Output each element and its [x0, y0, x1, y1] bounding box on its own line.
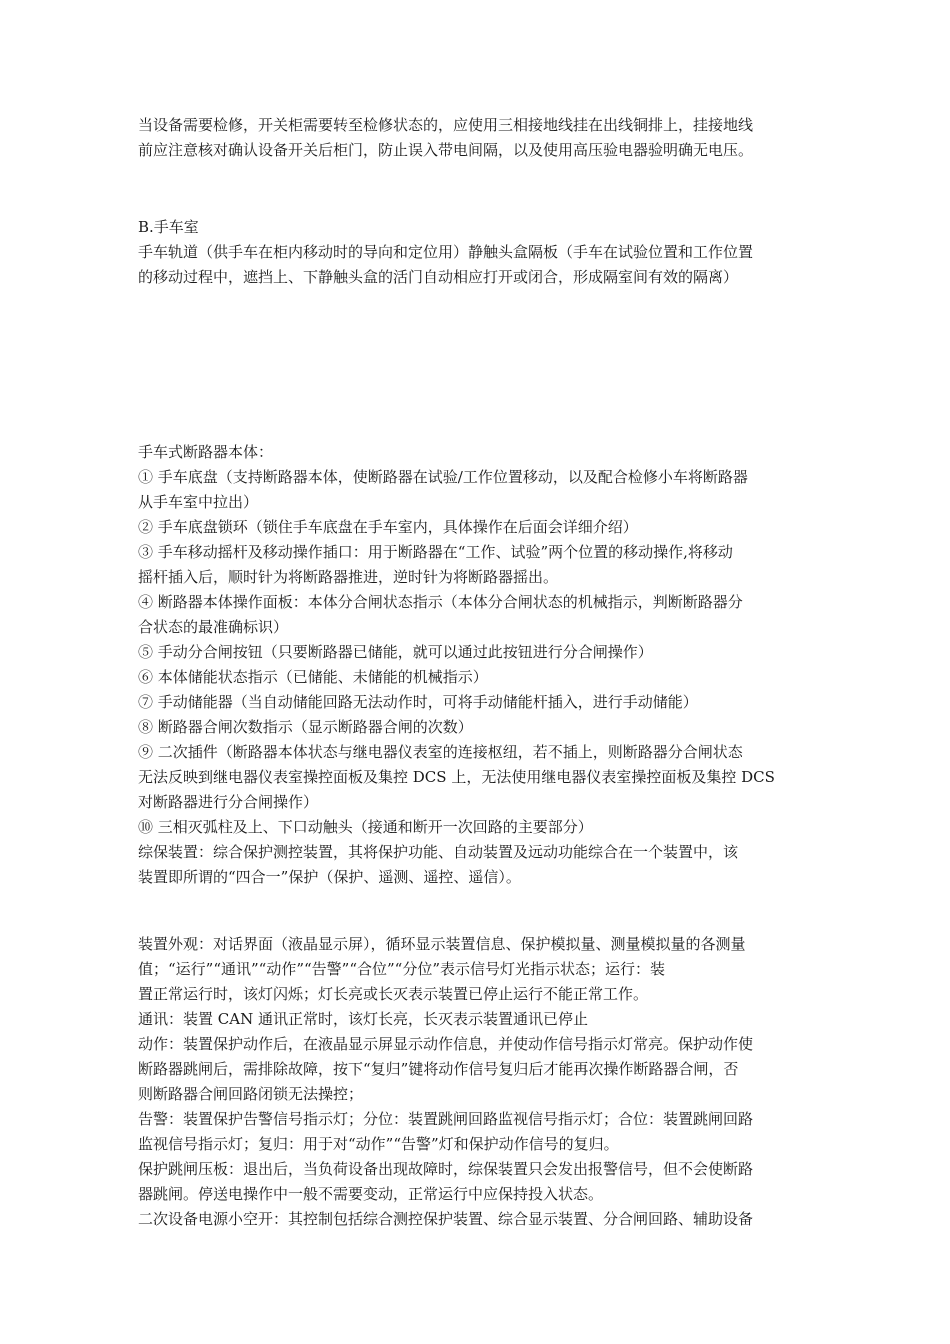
text-line: 前应注意核对确认设备开关后柜门，防止误入带电间隔，以及使用高压验电器验明确无电压。 — [138, 141, 754, 159]
text-line: 合状态的最准确标识） — [138, 618, 289, 636]
text-line: 装置外观：对话界面（液晶显示屏），循环显示装置信息、保护模拟量、测量模拟量的各测量 — [138, 935, 746, 953]
text-line: 从手车室中拉出） — [138, 493, 259, 511]
list-item: ① 手车底盘（支持断路器本体，使断路器在试验/工作位置移动，以及配合检修小车将断路器 — [138, 468, 748, 486]
list-item: ⑧ 断路器合闸次数指示（显示断路器合闸的次数） — [138, 718, 473, 736]
text-line: 监视信号指示灯；复归：用于对“动作”“告警”灯和保护动作信号的复归。 — [138, 1135, 619, 1153]
text-line: 保护跳闸压板：退出后，当负荷设备出现故障时，综保装置只会发出报警信号，但不会使断路 — [138, 1160, 754, 1178]
list-item: ② 手车底盘锁环（锁住手车底盘在手车室内，具体操作在后面会详细介绍） — [138, 518, 638, 536]
list-item: ④ 断路器本体操作面板：本体分合闸状态指示（本体分合闸状态的机械指示，判断断路器分 — [138, 593, 743, 611]
list-item: ⑤ 手动分合闸按钮（只要断路器已储能，就可以通过此按钮进行分合闸操作） — [138, 643, 653, 661]
text-line: 对断路器进行分合闸操作） — [138, 793, 319, 811]
list-item: ⑨ 二次插件（断路器本体状态与继电器仪表室的连接枢纽，若不插上，则断路器分合闸状态 — [138, 743, 743, 761]
paragraph-grounding — [138, 113, 838, 163]
text-line: 则断路器合闸回路闭锁无法操控； — [138, 1085, 364, 1103]
text-line: 无法反映到继电器仪表室操控面板及集控 DCS 上，无法使用继电器仪表室操控面板及集控 DCS — [138, 768, 775, 786]
section-trolley-room — [138, 215, 838, 290]
text-line: 告警：装置保护告警信号指示灯；分位：装置跳闸回路监视信号指示灯；合位：装置跳闸回路 — [138, 1110, 754, 1128]
text-line: 器跳闸。停送电操作中一般不需要变动，正常运行中应保持投入状态。 — [138, 1185, 604, 1203]
text-line: 装置即所谓的“四合一”保护（保护、遥测、遥控、遥信）。 — [138, 868, 521, 886]
text-line: 动作：装置保护动作后，在液晶显示屏显示动作信息，并使动作信号指示灯常亮。保护动作使 — [138, 1035, 754, 1053]
section-heading: B.手车室 — [138, 218, 199, 236]
list-item: ⑥ 本体储能状态指示（已储能、未储能的机械指示） — [138, 668, 488, 686]
text-line: 摇杆插入后，顺时针为将断路器推进，逆时针为将断路器摇出。 — [138, 568, 559, 586]
text-line: 二次设备电源小空开：其控制包括综合测控保护装置、综合显示装置、分合闸回路、辅助设备 — [138, 1210, 754, 1228]
text-line: 的移动过程中，遮挡上、下静触头盒的活门自动相应打开或闭合，形成隔室间有效的隔离） — [138, 268, 739, 286]
list-item: ⑦ 手动储能器（当自动储能回路无法动作时，可将手动储能杆插入，进行手动储能） — [138, 693, 698, 711]
section-device-appearance — [138, 932, 838, 1232]
text-line: 通讯：装置 CAN 通讯正常时，该灯长亮，长灭表示装置通讯已停止 — [138, 1010, 588, 1028]
list-item: ③ 手车移动摇杆及移动操作插口：用于断路器在“工作、试验”两个位置的移动操作,将移动 — [138, 543, 733, 561]
text-line: 手车式断路器本体： — [138, 443, 274, 461]
section-breaker-body — [138, 440, 838, 890]
text-line: 综保装置：综合保护测控装置，其将保护功能、自动装置及远动功能综合在一个装置中，该 — [138, 843, 739, 861]
text-line: 手车轨道（供手车在柜内移动时的导向和定位用）静触头盒隔板（手车在试验位置和工作位置 — [138, 243, 754, 261]
text-line: 置正常运行时，该灯闪烁；灯长亮或长灭表示装置已停止运行不能正常工作。 — [138, 985, 649, 1003]
list-item: ⑩ 三相灭弧柱及上、下口动触头（接通和断开一次回路的主要部分） — [138, 818, 593, 836]
text-line: 断路器跳闸后，需排除故障，按下“复归”键将动作信号复归后才能再次操作断路器合闸，否 — [138, 1060, 739, 1078]
text-line: 当设备需要检修，开关柜需要转至检修状态的，应使用三相接地线挂在出线铜排上，挂接地线 — [138, 116, 754, 134]
text-line: 值；“运行”“通讯”“动作”“告警”“合位”“分位”表示信号灯光指示状态；运行：装 — [138, 960, 666, 978]
